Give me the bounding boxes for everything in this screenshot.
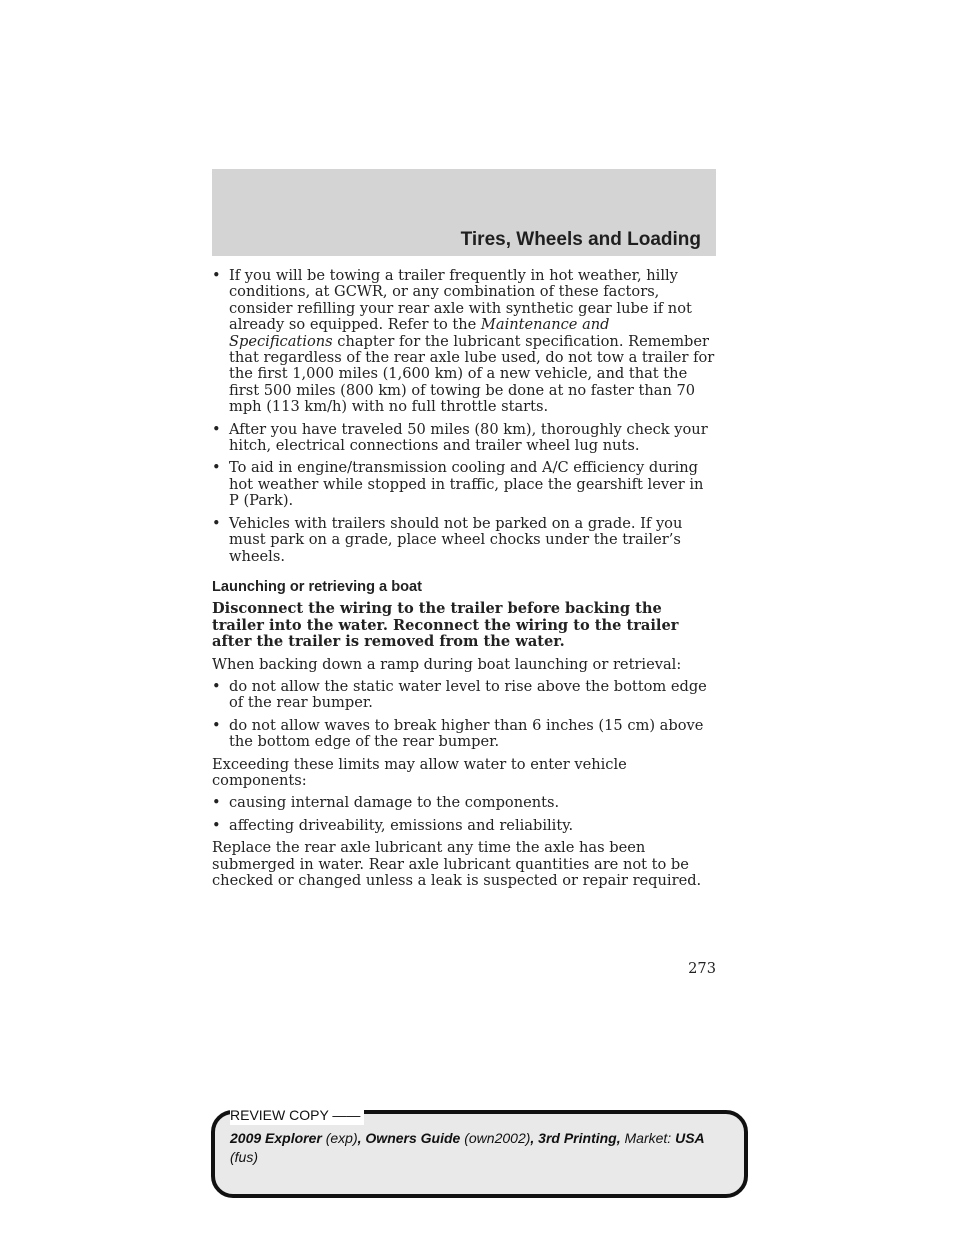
list-item: • do not allow waves to break higher than 6 inches (15 cm) above the bottom edge of the rear bumper. [212,716,704,751]
footer-printing: , 3rd Printing, [530,1130,621,1146]
section-header-band [212,169,716,256]
footer-text [230,1107,735,1167]
list-item: • If you will be towing a trailer frequently in hot weather, hilly conditions, at GCWR, or any combination of these factors, consider refilling your rear axle with synthetic gear lube if not already so equipped. Refer to the Maintenance and Specifications chapter for the lubricant specification. Remember that regardless of the rear axle lube used, do not tow a trailer for the first 1,000 miles (1,600 km) of a new vehicle, and that the first 500 miles (800 km) of towing be done at no faster than 70 mph (113 km/h) with no full throttle starts. [212,267,715,416]
towing-tips-list [212,268,716,565]
review-copy-label: REVIEW COPY —— [230,1106,364,1125]
list-item: • causing internal damage to the components. [212,794,560,812]
bullet-icon: • [212,794,221,812]
list-item: • do not allow the static water level to rise above the bottom edge of the rear bumper. [212,677,707,712]
page-number: 273 [688,960,716,977]
page-content [212,268,716,895]
list-item: • Vehicles with trailers should not be parked on a grade. If you must park on a grade, place wheel chocks under the trailer’s wheels. [212,514,683,565]
intro-paragraph: When backing down a ramp during boat launching or retrieval: [212,655,682,673]
list-item: • After you have traveled 50 miles (80 km), thoroughly check your hitch, electrical connections and trailer wheel lug nuts. [212,420,708,455]
footer-model-code: (exp) [325,1130,358,1146]
footer-market-code: (fus) [230,1149,258,1165]
bullet-icon: • [212,716,221,734]
warning-text: Disconnect the wiring to the trailer before backing the trailer into the water. Reconnect the wiring to the trailer after the trailer is removed from the water. [212,600,679,651]
bullet-icon: • [212,420,221,438]
footer-guide: , Owners Guide [357,1130,461,1146]
section-title: Tires, Wheels and Loading [460,229,701,250]
bullet-icon: • [212,677,221,695]
footer-market-label: Market: [624,1130,672,1146]
bullet-icon: • [212,267,221,284]
footer-market: USA [675,1130,705,1146]
list-item: • affecting driveability, emissions and reliability. [212,816,574,834]
list-item: • To aid in engine/transmission cooling and A/C efficiency during hot weather while stopped in traffic, place the gearshift lever in P (Park). [212,459,704,510]
bullet-icon: • [212,514,221,532]
chapter-reference: Maintenance and Specifications [229,316,610,350]
closing-paragraph: Replace the rear axle lubricant any time the axle has been submerged in water. Rear axle lubricant quantities are not to be checked or changed unless a leak is suspected or repair required. [212,839,702,889]
exceeding-paragraph: Exceeding these limits may allow water to enter vehicle components: [212,755,627,789]
bullet-icon: • [212,816,221,834]
bullet-icon: • [212,459,221,477]
footer-guide-code: (own2002) [464,1130,531,1146]
ramp-rules-list [212,679,716,751]
consequences-list [212,795,716,834]
subsection-heading: Launching or retrieving a boat [212,578,423,595]
footer-model: 2009 Explorer [230,1130,322,1146]
